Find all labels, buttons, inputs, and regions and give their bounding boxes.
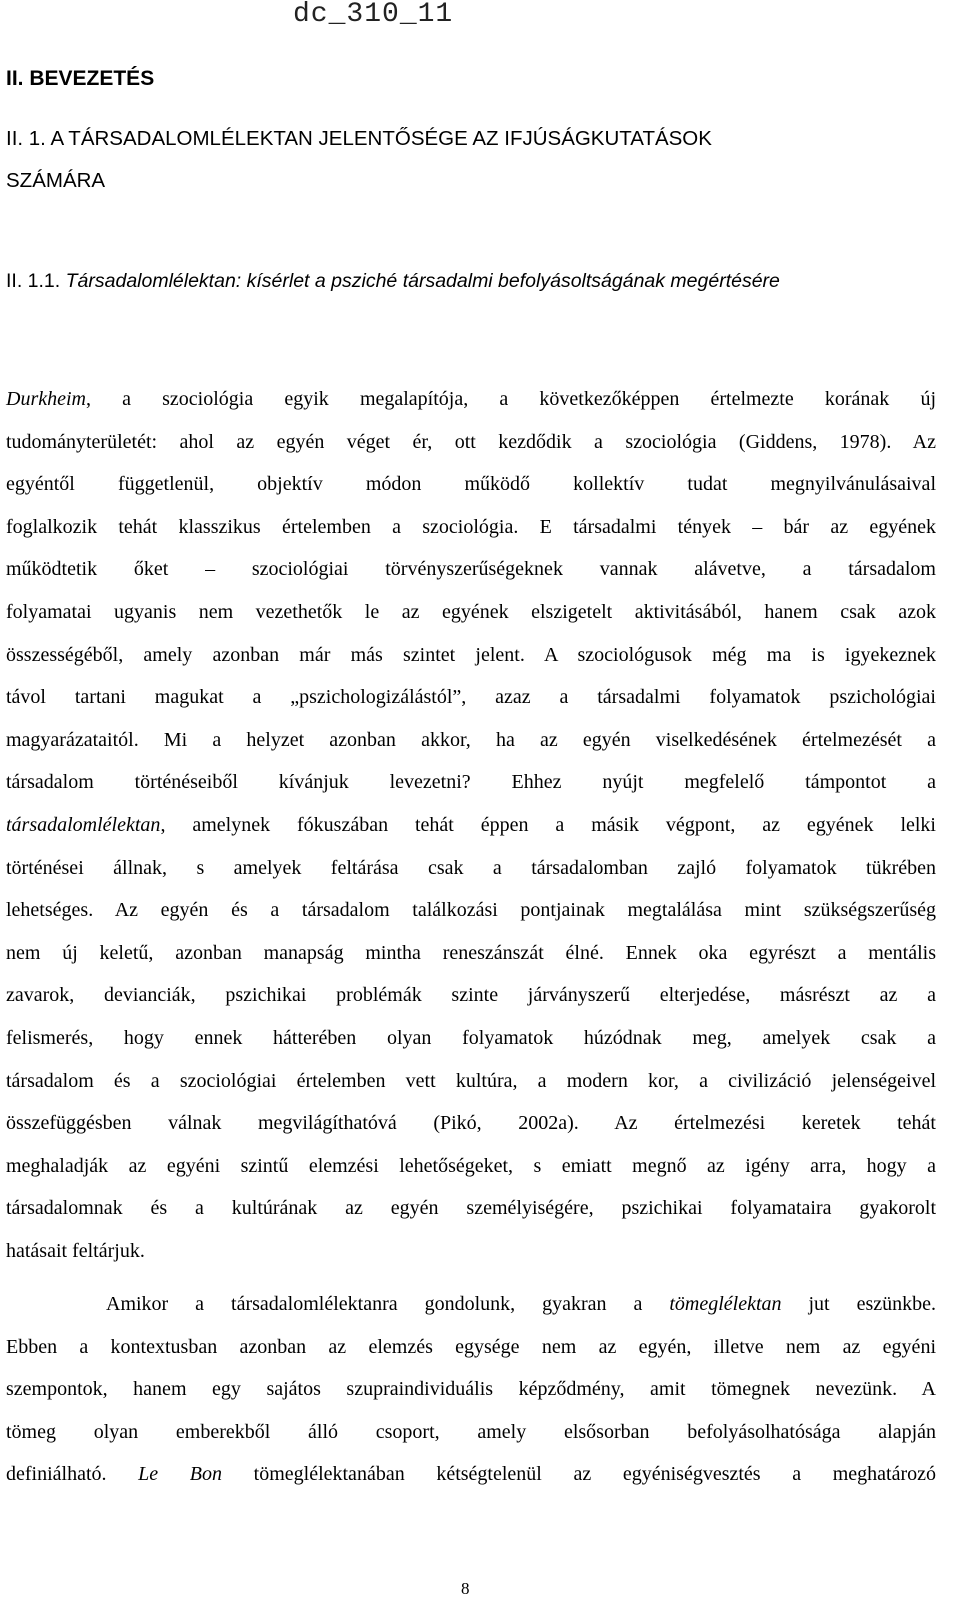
text-line (6, 1453, 936, 1496)
text-fragment-italic: Le Bon (138, 1463, 223, 1486)
body-text (6, 378, 936, 1496)
text-fragment-italic: Durkheim (6, 388, 86, 410)
text-line: társadalom történéseiből kívánjuk levezetni? Ehhez nyújt megfelelő támpontot a (6, 771, 936, 794)
text-line: társadalom és a szociológiai értelemben vett kultúra, a modern kor, a civilizáció jelenségeivel (6, 1069, 936, 1092)
text-line: zavarok, devianciák, pszichikai problémák szinte járványszerű elterjedése, másrészt az a (6, 984, 936, 1007)
subsection-number: II. 1.1. (6, 270, 61, 292)
section-title-line-2: SZÁMÁRA (6, 169, 106, 192)
text-fragment: tömeglélektanában kétségtelenül az egyéniségvesztés a meghatározó (222, 1463, 936, 1486)
text-line: foglalkozik tehát klasszikus értelemben a szociológia. E társadalmi tények – bár az egyének (6, 515, 936, 538)
section-title-line-1: II. 1. A TÁRSADALOMLÉLEKTAN JELENTŐSÉGE AZ IFJÚSÁGKUTATÁSOK (6, 127, 712, 150)
text-line: magyarázataitól. Mi a helyzet azonban akkor, ha az egyén viselkedésének értelmezését a (6, 728, 936, 751)
text-line: folyamatai ugyanis nem vezethetők le az egyének elszigetelt aktivitásából, hanem csak azok (6, 600, 936, 623)
text-line: tömeg olyan emberekből álló csoport, amely elsősorban befolyásolhatósága alapján (6, 1420, 936, 1443)
text-fragment: Amikor a társadalomlélektanra gondolunk, gyakran a (106, 1293, 670, 1316)
text-fragment-italic: tömeglélektan (669, 1293, 782, 1316)
text-fragment: definiálható. (6, 1463, 139, 1486)
section-title (6, 118, 906, 202)
text-line: összefüggésben válnak megvilágíthatóvá (Pikó, 2002a). Az értelmezési keretek tehát (6, 1112, 936, 1135)
text-line: társadalomnak és a kultúrának az egyén személyiségére, pszichikai folyamataira gyakorolt (6, 1197, 936, 1220)
text-line: összességéből, amely azonban már más szintet jelent. A szociológusok még ma is igyekeznek (6, 643, 936, 666)
text-fragment-italic: társadalomlélektan (6, 813, 161, 836)
text-line: történései állnak, s amelyek feltárása csak a társadalomban zajló folyamatok tükrében (6, 856, 936, 879)
text-line: felismerés, hogy ennek hátterében olyan folyamatok húzódnak meg, amelyek csak a (6, 1026, 936, 1049)
text-line (6, 378, 936, 421)
text-line: távol tartani magukat a „pszichologizálástól”, azaz a társadalmi folyamatok pszichológiai (6, 686, 936, 709)
text-line: szempontok, hanem egy sajátos szupraindividuális képződmény, amit tömegnek nevezünk. A (6, 1378, 936, 1401)
text-line: lehetséges. Az egyén és a társadalom találkozási pontjainak megtalálása mint szükségszerűség (6, 899, 936, 922)
text-line: meghaladják az egyéni szintű elemzési lehetőségeket, s emiatt megnő az igény arra, hogy a (6, 1154, 936, 1177)
text-line: nem új keletű, azonban manapság mintha reneszánszát élné. Ennek oka egyrészt a mentális (6, 941, 936, 964)
text-line (6, 1283, 936, 1326)
text-line: tudományterületét: ahol az egyén véget ér, ott kezdődik a szociológia (Giddens, 1978). Az (6, 430, 936, 453)
document-id-header: dc_310_11 (293, 0, 454, 30)
paragraph-2 (6, 1283, 936, 1496)
subsection-text: Társadalomlélektan: kísérlet a psziché társadalmi befolyásoltságának megértésére (65, 270, 780, 292)
subsection-title (6, 265, 946, 297)
text-line: egyéntől függetlenül, objektív módon működő kollektív tudat megnyilvánulásaival (6, 473, 936, 496)
text-fragment: jut eszünkbe. (781, 1293, 936, 1316)
text-fragment: , amelynek fókuszában tehát éppen a másik végpont, az egyének lelki (160, 813, 936, 836)
text-line (6, 804, 936, 847)
text-line: Ebben a kontextusban azonban az elemzés egysége nem az egyén, illetve nem az egyéni (6, 1335, 936, 1358)
chapter-title: II. BEVEZETÉS (6, 67, 155, 90)
text-line: működtetik őket – szociológiai törvényszerűségeknek vannak alávetve, a társadalom (6, 558, 936, 581)
text-fragment: , a szociológia egyik megalapítója, a következőképpen értelmezte korának új (85, 388, 936, 410)
text-line: hatásait feltárjuk. (6, 1239, 145, 1262)
page-number: 8 (461, 1579, 470, 1598)
paragraph-1 (6, 378, 936, 1272)
